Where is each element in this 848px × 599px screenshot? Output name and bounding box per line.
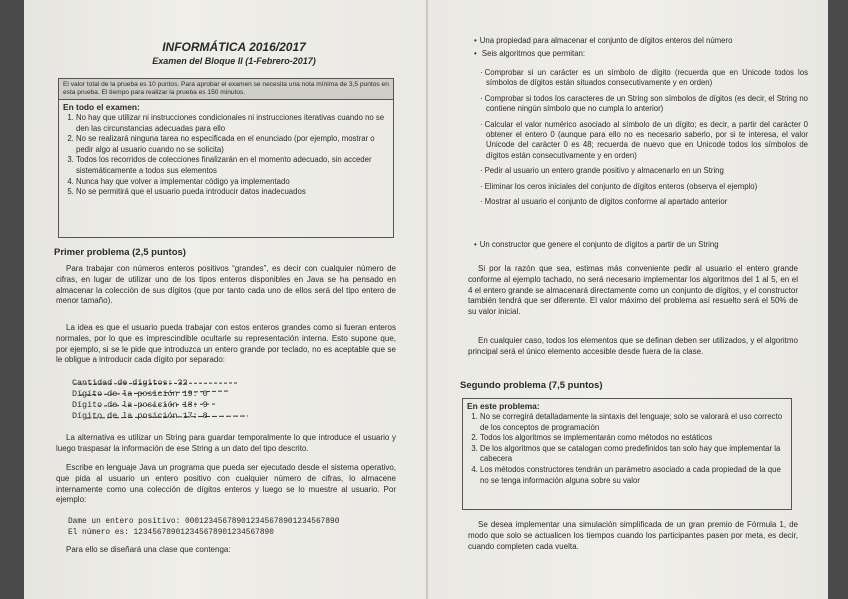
exam-page-right: [428, 0, 828, 599]
algorithm-item: · Calcular el valor numérico asociado al símbolo de un dígito; es decir, a partir del carácter 0 obtener el entero 0 (aunque para ello no es necesario saberlo, por si te interesa, el valor Unicode del carácter 0 es 48; recuerda de nuevo que en Unicode todos los símbolos de dígitos están consecutivamente y en orden): [486, 120, 808, 162]
algorithm-item: · Comprobar si un carácter es un símbolo de dígito (recuerda que en Unicode todos los símbolos de dígitos están situados consecutivamente y en orden): [486, 68, 808, 89]
p1-reason-paragraph: Si por la razón que sea, estimas más conveniente pedir al usuario el entero grande conforme al ejemplo tachado, no será necesario implementar los algoritmos del 1 al 5, en el 4 el entero grande se almacenará directamente como un conjunto de dígitos, y el constructor también tendrá que ser diferente. El valor máximo del problema así resuelto será el 50% de su valor inicial.: [468, 264, 798, 317]
code-line: Cantidad de dígitos: 32: [72, 378, 188, 388]
exam-page-left: [24, 0, 426, 599]
rule-item: 5. No se permitirá que el usuario pueda introducir datos inadecuados: [76, 187, 389, 198]
rules-heading: En todo el examen:: [63, 102, 140, 112]
algorithm-item: · Pedir al usuario un entero grande positivo y almacenarlo en un String: [486, 166, 808, 176]
class-requirements: [472, 36, 812, 60]
code-line: Dígito de la posición 18: 9: [72, 400, 208, 410]
code-line: Dígito de la posición 17: 8: [72, 411, 208, 421]
rule-item: 3. Todos los recorridos de colecciones finalizarán en el momento adecuado, sin acceder sistemáticamente a todos sus elementos: [76, 155, 389, 176]
problem2-paragraph: Se desea implementar una simulación simplificada de un gran premio de Fórmula 1, de modo que solo se actualicen los tiempos cuando los participantes pasen por meta, es decir, cuando completen cada vuelta.: [468, 520, 798, 551]
strike-marks: [68, 378, 288, 426]
algorithm-item: · Eliminar los ceros iniciales del conjunto de dígitos enteros (observa el ejemplo): [486, 182, 808, 192]
p2-rule-item: 4. Los métodos constructores tendrán un parámetro asociado a cada propiedad de la que no se tenga información alguna sobre su valor: [480, 465, 787, 486]
rules-box: [58, 78, 394, 238]
p2-rule-item: 1. No se corregirá detalladamente la sintaxis del lenguaje; solo se valorará el uso correcto de los conceptos de programación: [480, 412, 787, 433]
p1-paragraph-1: Para trabajar con números enteros positivos “grandes”, es decir con cualquier número de cifras, en lugar de utilizar uno de los tipos enteros disponibles en Java se ha pensado en almacenar la colección de sus dígitos (que por tanto cada uno de ellos será del tipo entero de menor tamaño).: [56, 264, 396, 306]
exam-title: INFORMÁTICA 2016/2017: [162, 40, 306, 54]
code-example-run: [68, 517, 339, 539]
exam-notice: El valor total de la prueba es 10 puntos. Para aprobar el examen se necesita una nota mínima de 3,5 puntos en esta prueba. El tiempo para realizar la prueba es 150 minutos.: [59, 79, 393, 100]
rules-list: [63, 113, 389, 198]
class-requirements-2: [472, 240, 812, 250]
p2-rule-item: 3. De los algoritmos que se catalogan como predefinidos tan solo hay que implementar la cabecera: [480, 444, 787, 465]
requirement-property: • Una propiedad para almacenar el conjunto de dígitos enteros del número: [482, 36, 812, 46]
rule-item: 4. Nunca hay que volver a implementar código ya implementado: [76, 177, 389, 188]
code-line: El número es: 123456789012345678901234567890: [68, 529, 274, 537]
problem2-rules-heading: En este problema:: [467, 401, 540, 411]
p1-paragraph-2: La idea es que el usuario pueda trabajar con estos enteros grandes como si fueran enteros normales, por lo que es imprescindible ocultarle su representación interna. Esto supone que, por ejemplo, si se le pide que introduzca un entero grande por teclado, no es aceptable que se le obligue a introducir cada dígito por separado:: [56, 323, 396, 365]
p1-paragraph-3: La alternativa es utilizar un String para guardar temporalmente lo que introduce el usuario y luego traspasar la información de ese String a un dato del tipo descrito.: [56, 433, 396, 453]
problem1-heading: Primer problema (2,5 puntos): [54, 247, 186, 258]
problem2-heading: Segundo problema (7,5 puntos): [460, 380, 603, 391]
requirement-algorithms: [482, 49, 812, 59]
problem2-rules-box: [462, 398, 792, 510]
p2-rule-item: 2. Todos los algoritmos se implementarán como métodos no estáticos: [480, 433, 787, 444]
requirement-constructor: • Un constructor que genere el conjunto de dígitos a partir de un String: [482, 240, 812, 250]
code-line: Dígito de la posición 19: 0: [72, 389, 208, 399]
rule-item: 2. No se realizará ninguna tarea no especificada en el enunciado (por ejemplo, mostrar o pedir algo al usuario cuando no se solicita): [76, 134, 389, 155]
algorithms-intro: Seis algoritmos que permitan:: [481, 49, 586, 59]
algorithm-item: · Mostrar al usuario el conjunto de dígitos conforme al apartado anterior: [486, 197, 808, 207]
p1-paragraph-4: Escribe en lenguaje Java un programa que pueda ser ejecutado desde el sistema operativo, que pida al usuario un entero positivo con cualquier número de cifras, lo almacene internamente como una colección de dígitos enteros y luego se lo muestre al usuario. Por ejemplo:: [56, 463, 396, 505]
algorithm-item: · Comprobar si todos los caracteres de un String son símbolos de dígitos (es decir, el String no contiene ningún símbolo que no cumpla lo anterior): [486, 94, 808, 115]
problem2-rules-list: [467, 412, 787, 486]
exam-subtitle: Examen del Bloque II (1-Febrero-2017): [152, 56, 316, 66]
rule-item: 1. No hay que utilizar ni instrucciones condicionales ni instrucciones iterativas cuando no se den las circunstancias adecuadas para ello: [76, 113, 389, 134]
algorithm-list: [466, 68, 808, 207]
p1-paragraph-5: Para ello se diseñará una clase que contenga:: [66, 545, 231, 554]
code-line: Dame un entero positivo: 000123456789012345678901234567890: [68, 518, 340, 526]
p1-any-case-paragraph: En cualquier caso, todos los elementos que se definan deben ser utilizados, y el algoritmo principal será el único elemento accesible desde fuera de la clase.: [468, 336, 798, 356]
